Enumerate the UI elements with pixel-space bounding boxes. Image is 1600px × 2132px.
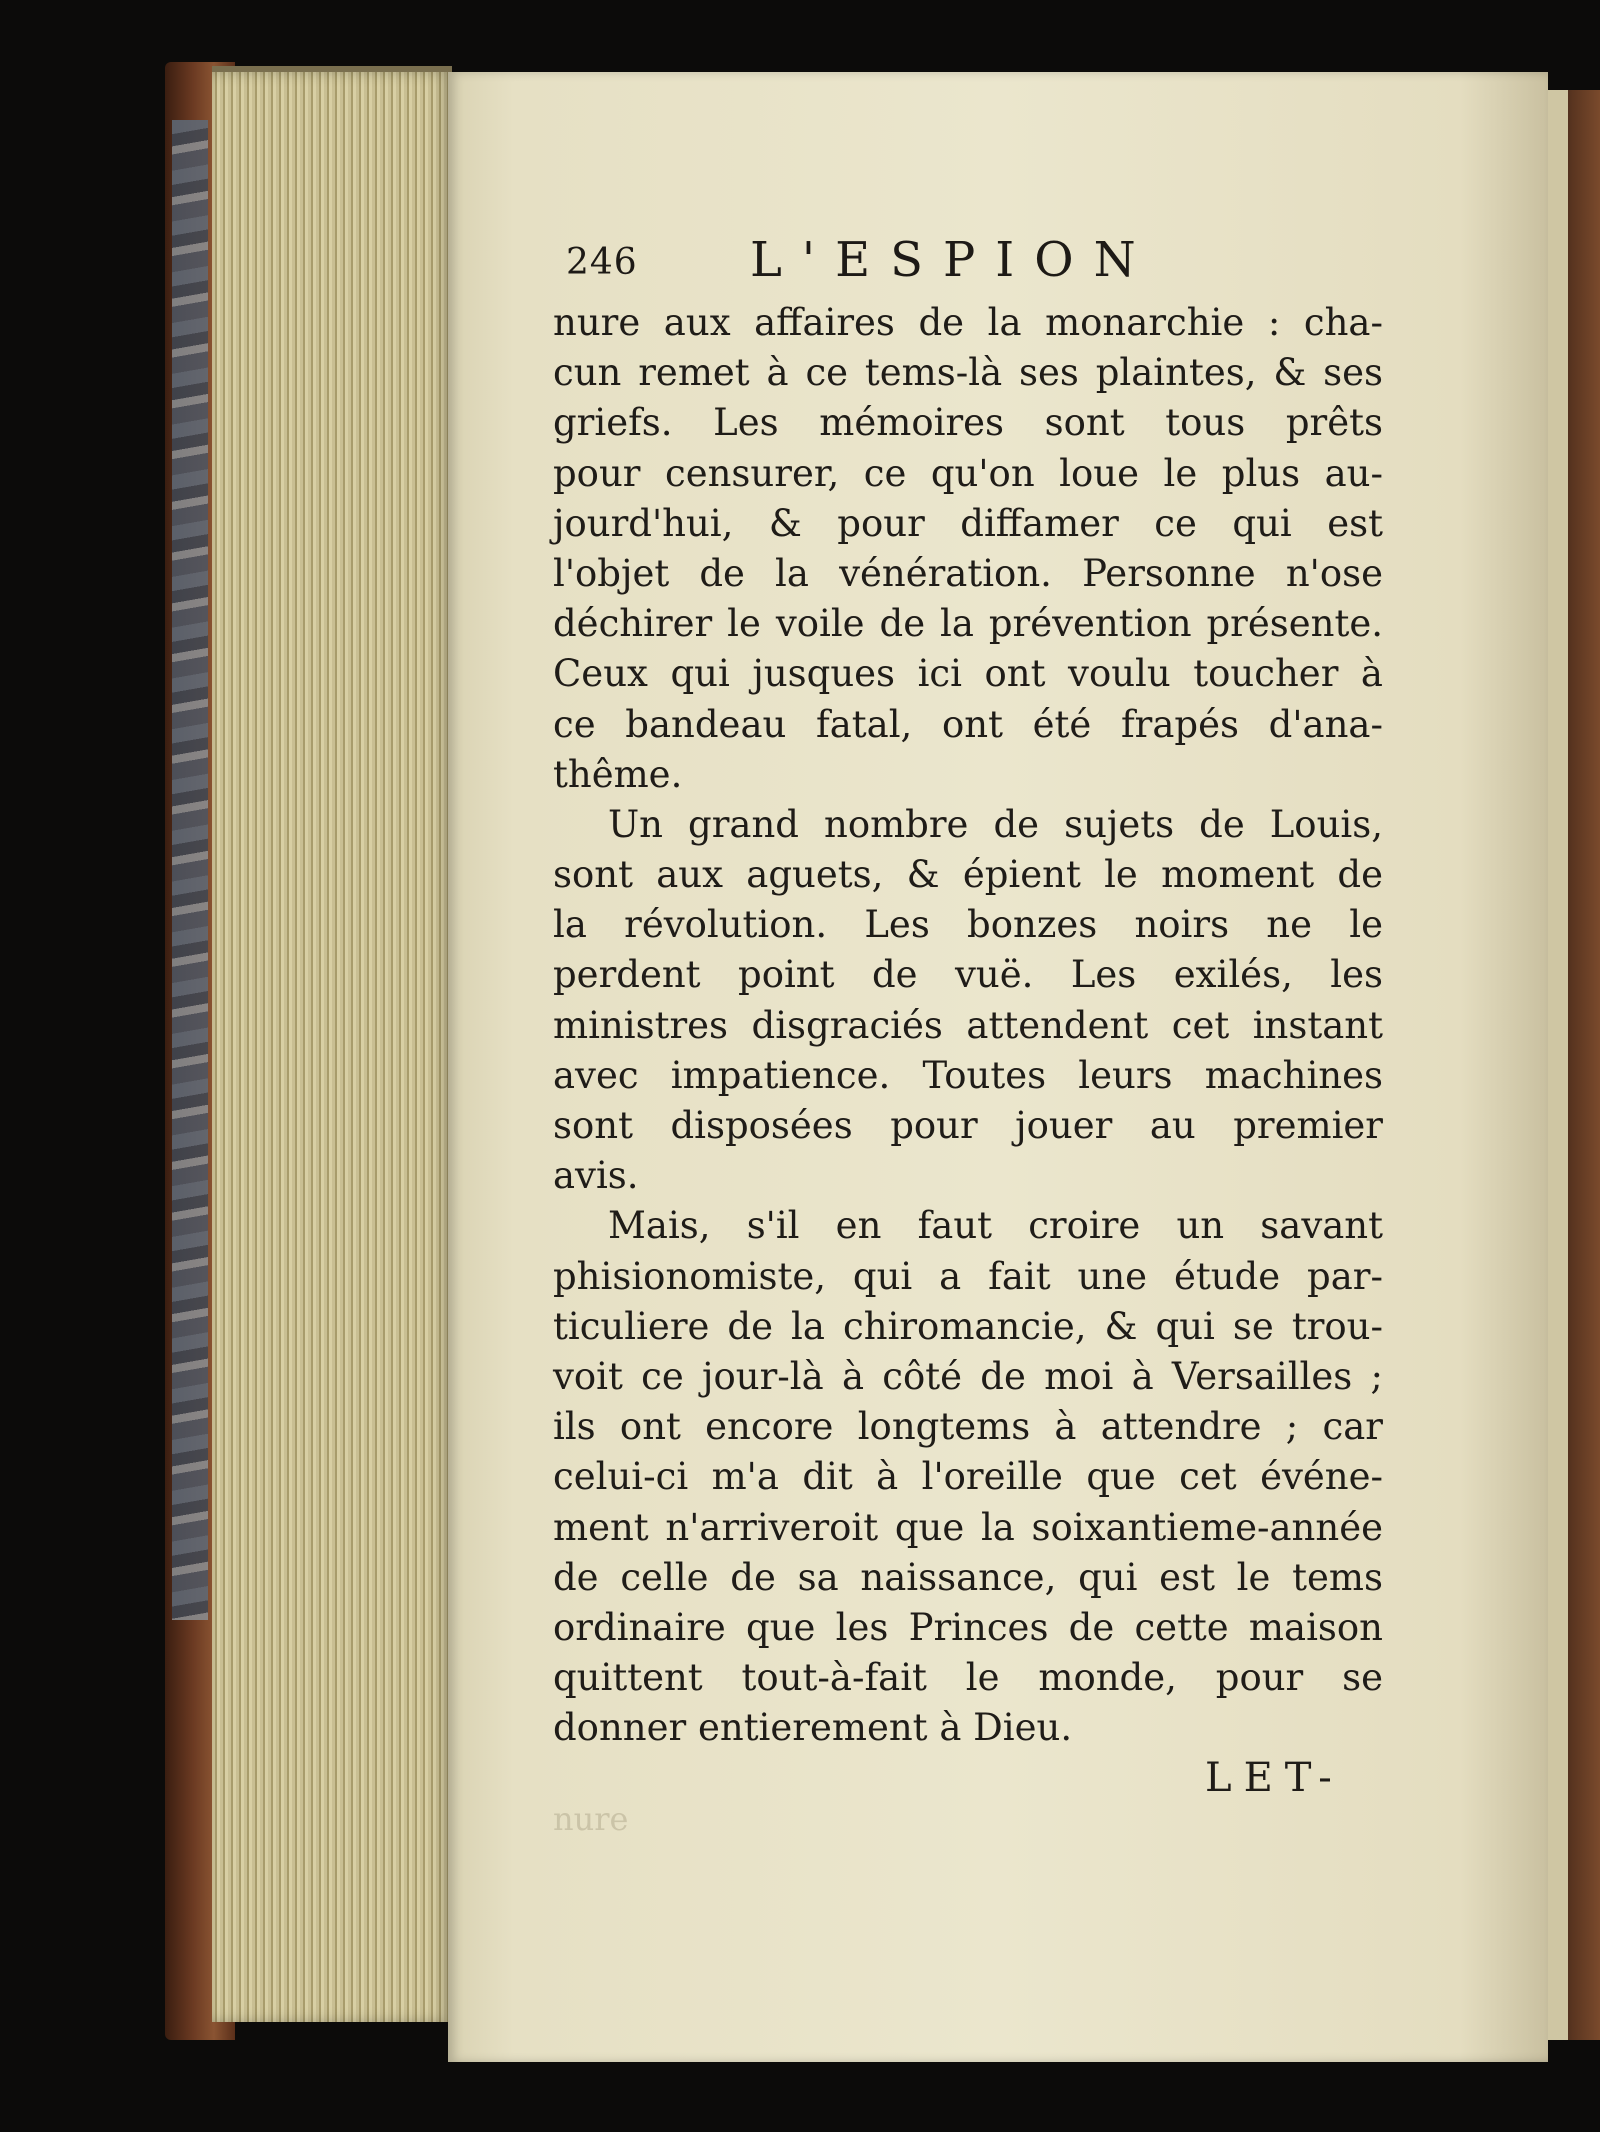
text-line: Ceux qui jusques ici ont voulu toucher à xyxy=(553,652,1383,696)
text-line: thême. xyxy=(553,752,683,796)
page-edges-stack xyxy=(212,72,452,2022)
text-line: déchirer le voile de la prévention présente. xyxy=(553,602,1383,646)
text-line: cun remet à ce tems-là ses plaintes, & ses xyxy=(553,351,1383,395)
catchword: LET- xyxy=(1205,1755,1344,1801)
text-line: sont disposées pour jouer au premier xyxy=(553,1104,1383,1147)
body-text xyxy=(553,298,1383,1753)
text-line: avis. xyxy=(553,1154,639,1198)
text-line: celui-ci m'a dit à l'oreille que cet événe- xyxy=(553,1455,1383,1499)
text-line: phisionomiste, qui a fait une étude par- xyxy=(553,1254,1383,1298)
text-line: ministres disgraciés attendent cet instant xyxy=(553,1003,1383,1047)
text-line: ils ont encore longtems à attendre ; car xyxy=(553,1405,1383,1449)
text-line: Mais, s'il en faut croire un savant xyxy=(608,1204,1383,1248)
text-line: Un grand nombre de sujets de Louis, xyxy=(608,802,1383,846)
text-line: de celle de sa naissance, qui est le tems xyxy=(553,1555,1383,1599)
text-line: quittent tout-à-fait le monde, pour se xyxy=(553,1656,1383,1700)
facing-page-edge xyxy=(1548,90,1568,2040)
show-through-text: nure xyxy=(553,1800,629,1838)
text-line: voit ce jour-là à côté de moi à Versailles ; xyxy=(553,1354,1383,1398)
text-line: avec impatience. Toutes leurs machines xyxy=(553,1053,1383,1097)
text-line: griefs. Les mémoires sont tous prêts xyxy=(553,401,1383,445)
page-number: 246 xyxy=(566,242,638,283)
text-line: sont aux aguets, & épient le moment de xyxy=(553,853,1383,897)
text-line: jourd'hui, & pour diffamer ce qui est xyxy=(553,501,1383,545)
text-line: ment n'arriveroit que la soixantieme-année xyxy=(553,1505,1383,1549)
text-line: perdent point de vuë. Les exilés, les xyxy=(553,953,1383,997)
marbled-endpaper xyxy=(172,120,208,1620)
text-line: la révolution. Les bonzes noirs ne le xyxy=(553,903,1383,947)
text-line: nure aux affaires de la monarchie : cha- xyxy=(553,301,1383,344)
text-line: ordinaire que les Princes de cette maison xyxy=(553,1605,1383,1649)
text-line: ticuliere de la chiromancie, & qui se trou- xyxy=(553,1304,1383,1348)
bottom-shadow xyxy=(448,2062,1548,2132)
text-line: ce bandeau fatal, ont été frapés d'ana- xyxy=(553,702,1383,746)
running-title: L'ESPION xyxy=(750,232,1156,288)
running-head xyxy=(566,232,1386,292)
text-line: pour censurer, ce qu'on loue le plus au- xyxy=(553,451,1383,495)
text-line: donner entierement à Dieu. xyxy=(553,1706,1073,1750)
text-line: l'objet de la vénération. Personne n'ose xyxy=(553,551,1383,595)
